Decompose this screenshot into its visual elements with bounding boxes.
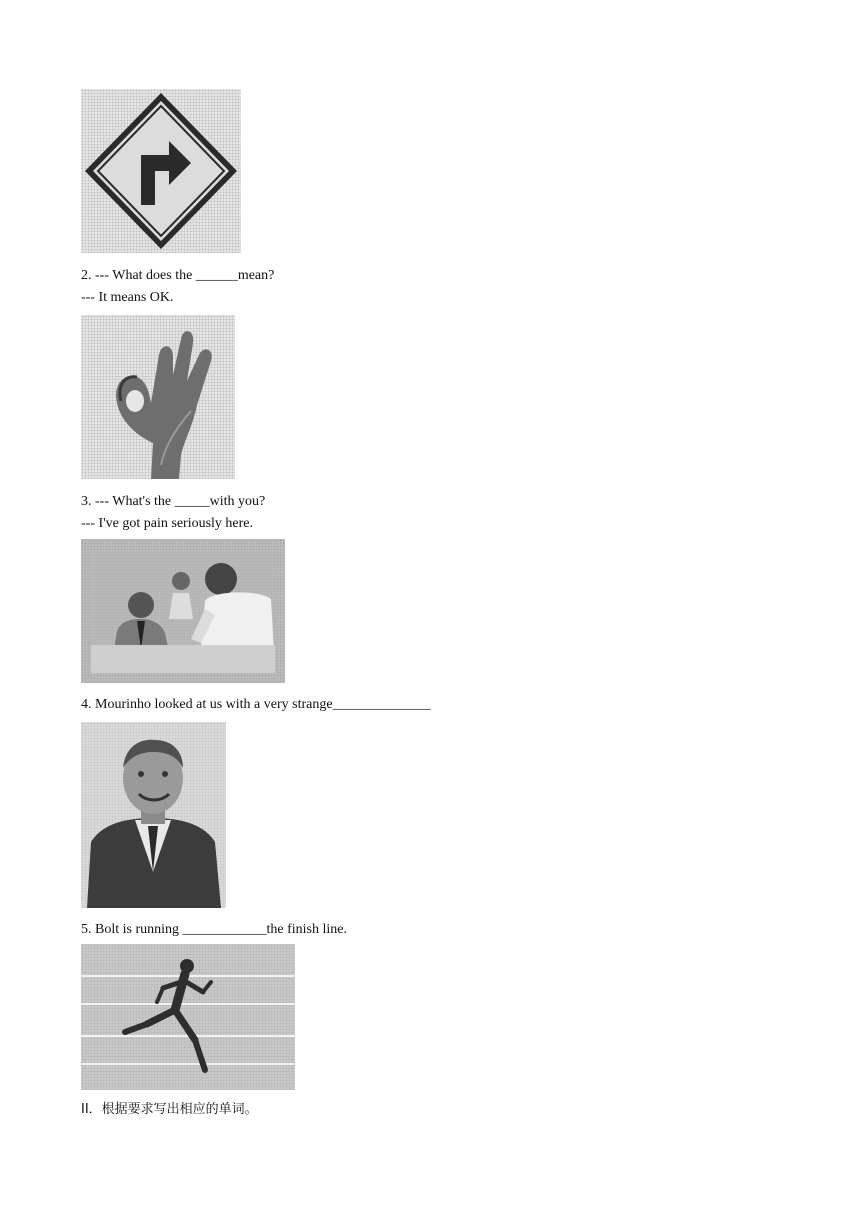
question-5-prompt: 5. Bolt is running ____________the finish line. bbox=[81, 922, 347, 937]
question-3-prompt: 3. --- What's the _____with you? bbox=[81, 494, 266, 509]
sprinter-running-image bbox=[81, 944, 295, 1090]
section-ii-heading: II．根据要求写出相应的单词。 bbox=[81, 1102, 258, 1117]
ok-hand-gesture-image bbox=[81, 315, 235, 479]
question-4-prompt: 4. Mourinho looked at us with a very strange______________ bbox=[81, 697, 431, 712]
question-2-prompt: 2. --- What does the ______mean? bbox=[81, 268, 275, 283]
mourinho-portrait-image bbox=[81, 722, 226, 908]
question-2-answer: --- It means OK. bbox=[81, 290, 174, 305]
question-3-answer: --- I've got pain seriously here. bbox=[81, 516, 254, 531]
doctor-patient-image bbox=[81, 539, 285, 683]
turn-right-sign-image bbox=[81, 89, 241, 253]
